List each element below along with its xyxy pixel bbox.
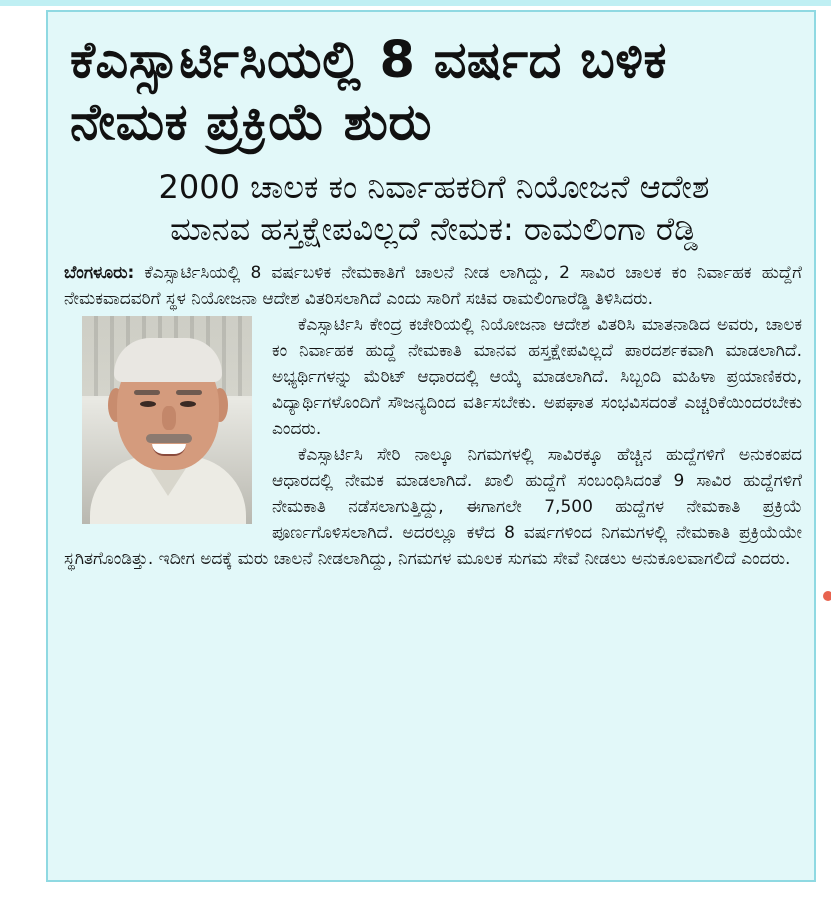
dateline: ಬೆಂಗಳೂರು: <box>64 263 135 283</box>
subheadline-block <box>64 166 804 250</box>
top-edge-strip <box>0 0 831 6</box>
newspaper-clipping <box>46 10 816 882</box>
paragraph-1-text: ಕೆಎಸ್ಸಾರ್ಟಿಸಿಯಲ್ಲಿ 8 ವರ್ಷಬಳಿಕ ನೇಮಕಾತಿಗೆ ಚಾಲನೆ ನೀಡ ಲಾಗಿದ್ದು, 2 ಸಾವಿರ ಚಾಲಕ ಕಂ ನಿರ್ವಾಹಕ ಹುದ್ದೆಗೆ ನೇಮಕವಾದವರಿಗೆ ಸ್ಥಳ ನಿಯೋಜನಾ ಆದೇಶ ವಿತರಿಸಲಾಗಿದೆ ಎಂದು ಸಾರಿಗೆ ಸಚಿವ ರಾಮಲಿಂಗಾರೆಡ್ಡಿ ತಿಳಿಸಿದರು. <box>64 263 802 309</box>
red-dot-marker <box>823 591 831 601</box>
paragraph-1 <box>64 260 802 312</box>
paragraph-2: ಕೆಎಸ್ಸಾರ್ಟಿಸಿ ಕೇಂದ್ರ ಕಚೇರಿಯಲ್ಲಿ ನಿಯೋಜನಾ ಆದೇಶ ವಿತರಿಸಿ ಮಾತನಾಡಿದ ಅವರು, ಚಾಲಕ ಕಂ ನಿರ್ವಾಹಕ ಹುದ್ದೆ ನೇಮಕಾತಿ ಮಾನವ ಹಸ್ತಕ್ಷೇಪವಿಲ್ಲದೆ ಪಾರದರ್ಶಕವಾಗಿ ಮಾಡಲಾಗಿದೆ. ಅಭ್ಯರ್ಥಿಗಳನ್ನು ಮೆರಿಟ್ ಆಧಾರದಲ್ಲಿ ಆಯ್ಕೆ ಮಾಡಲಾಗಿದೆ. ಸಿಬ್ಬಂದಿ ಮಹಿಳಾ ಪ್ರಯಾಣಿಕರು, ವಿದ್ಯಾರ್ಥಿಗಳೊಂದಿಗೆ ಸೌಜನ್ಯದಿಂದ ವರ್ತಿಸಬೇಕು. ಅಪಘಾತ ಸಂಭವಿಸದಂತೆ ಎಚ್ಚರಿಕೆಯಿಂದರಬೇಕು ಎಂದರು. <box>272 315 802 439</box>
subheadline-line-2: ಮಾನವ ಹಸ್ತಕ್ಷೇಪವಿಲ್ಲದೆ ನೇಮಕ: ರಾಮಲಿಂಗಾ ರೆಡ್ಡಿ <box>170 210 698 248</box>
subheadline-line-1: 2000 ಚಾಲಕ ಕಂ ನಿರ್ವಾಹಕರಿಗೆ ನಿಯೋಜನೆ ಆದೇಶ <box>158 168 710 206</box>
article-body <box>64 260 802 572</box>
headline: ಕೆಎಸ್ಸಾರ್ಟಿಸಿಯಲ್ಲಿ 8 ವರ್ಷದ ಬಳಿಕ ನೇಮಕ ಪ್ರಕ್ರಿಯೆ ಶುರು <box>70 31 668 152</box>
paragraph-3: ಕೆಎಸ್ಸಾರ್ಟಿಸಿ ಸೇರಿ ನಾಲ್ಕೂ ನಿಗಮಗಳಲ್ಲಿ ಸಾವಿರಕ್ಕೂ ಹೆಚ್ಚಿನ ಹುದ್ದೆಗಳಿಗೆ ಅನುಕಂಪದ ಆಧಾರದಲ್ಲಿ ನೇಮಕ ಮಾಡಲಾಗಿದೆ. ಖಾಲಿ ಹುದ್ದೆಗೆ ಸಂಬಂಧಿಸಿದಂತೆ 9 ಸಾವಿರ ಹುದ್ದೆಗಳಿಗೆ ನೇಮಕಾತಿ ನಡೆಸಲಾಗುತ್ತಿದ್ದು, ಈಗಾಗಲೇ 7,500 ಹುದ್ದೆಗಳ ನೇಮಕಾತಿ ಪ್ರಕ್ರಿಯೆ ಪೂರ್ಣಗೊಳಿಸಲಾಗಿದೆ. ಅದರಲ್ಲೂ ಕಳೆದ 8 ವರ್ಷಗಳಿಂದ ನಿಗಮಗಳಲ್ಲಿ ನೇಮಕಾತಿ ಪ್ರಕ್ರಿಯೆಯೇ ಸ್ಥಗಿತಗೊಂಡಿತ್ತು. ಇದೀಗ ಅದಕ್ಕೆ ಮರು ಚಾಲನೆ ನೀಡಲಾಗಿದ್ದು, ನಿಗಮಗಳ ಮೂಲಕ ಸುಗಮ ಸೇವೆ ನೀಡಲು ಅನುಕೂಲವಾಗಲಿದೆ ಎಂದರು. <box>64 445 802 569</box>
minister-photo <box>82 316 252 524</box>
